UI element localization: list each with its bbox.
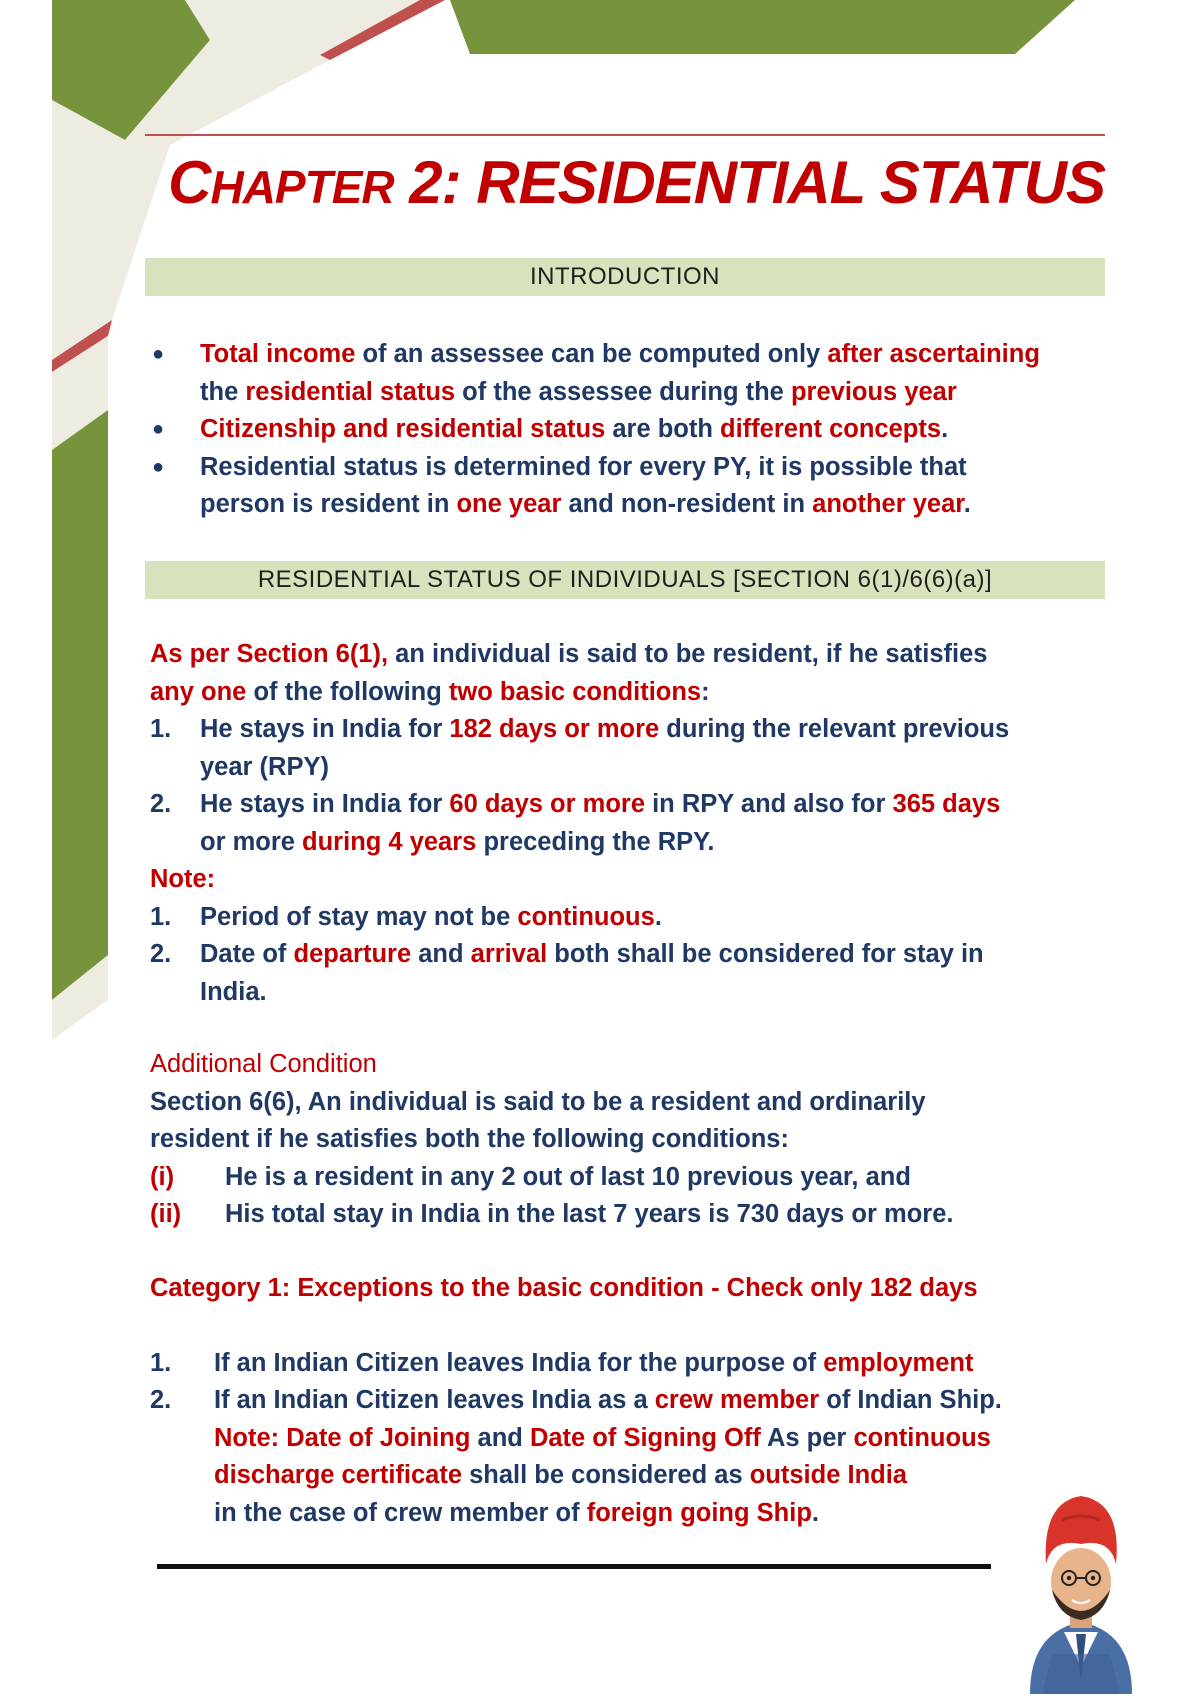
- text-run: Date of Signing Off: [529, 1423, 761, 1452]
- list-item: [150, 1382, 1110, 1420]
- text-run: of an assessee can be computed only: [355, 340, 828, 368]
- text-run: employment: [823, 1348, 974, 1377]
- text-run: departure: [293, 940, 412, 968]
- text-run: or more: [200, 827, 303, 856]
- text-run: Period of stay may not be: [200, 902, 518, 931]
- text-run: the: [200, 377, 246, 406]
- text-line: [150, 936, 1110, 974]
- text-run: an individual is said to be resident, if he satisfies: [388, 640, 988, 668]
- list-marker: 2.: [150, 1386, 172, 1414]
- list-marker: 1.: [150, 902, 172, 931]
- bullet-icon: ●: [152, 455, 165, 478]
- green-shape-left: [52, 410, 108, 1000]
- green-shape-top: [450, 0, 1075, 54]
- text-line: [150, 974, 1110, 1012]
- additional-condition-section: [150, 1046, 1110, 1234]
- individuals-section: [150, 636, 1110, 1011]
- text-run: If an Indian Citizen leaves India for the purpose of: [214, 1348, 824, 1377]
- text-line: [150, 1159, 1110, 1197]
- text-run: different concepts: [720, 415, 942, 443]
- text-run: person is resident in: [200, 490, 457, 518]
- person-turban-icon: [1022, 1482, 1140, 1694]
- text-line: [150, 636, 1110, 674]
- text-run: .: [941, 415, 949, 443]
- list-marker: 1.: [150, 1348, 172, 1377]
- text-run: crew member: [654, 1386, 820, 1414]
- text-run: 182 days or more: [449, 715, 660, 743]
- text-run: any one: [150, 677, 247, 706]
- text-run: arrival: [470, 940, 548, 968]
- text-run: Note:: [150, 865, 216, 893]
- text-run: Residential status is determined for every PY, it is possible that: [200, 452, 967, 481]
- text-run: Date of: [200, 940, 294, 968]
- text-run: shall be considered as: [462, 1461, 750, 1489]
- text-run: preceding the RPY.: [476, 827, 715, 856]
- text-run: resident if he satisfies both the following conditions:: [150, 1125, 789, 1153]
- additional-heading: Additional Condition: [150, 1050, 377, 1078]
- list-item: [150, 374, 1110, 412]
- list-item: [150, 1457, 1110, 1495]
- text-run: are both: [605, 415, 721, 443]
- text-run: one year: [456, 490, 562, 518]
- list-marker: 1.: [150, 715, 172, 743]
- text-run: year (RPY): [200, 752, 329, 781]
- text-run: discharge certificate: [214, 1461, 463, 1489]
- text-run: Citizenship and residential status: [200, 415, 606, 443]
- bullet-icon: ●: [152, 418, 165, 440]
- list-item: [150, 336, 1110, 374]
- text-run: 60 days or more: [449, 790, 646, 818]
- text-line: [150, 1196, 1110, 1234]
- title-top-rule: [145, 134, 1105, 136]
- text-line: [150, 861, 1110, 899]
- text-line: [150, 824, 1110, 862]
- list-marker: 2.: [150, 940, 172, 968]
- text-line: [150, 1121, 1110, 1159]
- text-run: Note: Date of Joining: [214, 1423, 471, 1452]
- list-marker: (i): [150, 1162, 175, 1191]
- text-line: [150, 899, 1110, 937]
- list-item: [150, 486, 1110, 524]
- text-run: Total income: [200, 340, 356, 368]
- text-run: of the following: [246, 677, 449, 706]
- text-run: and: [411, 940, 471, 968]
- text-run: another year: [812, 490, 964, 518]
- text-run: .: [811, 1498, 820, 1527]
- text-run: outside India: [749, 1461, 907, 1489]
- page-title: CHAPTER 2: RESIDENTIAL STATUS: [168, 149, 1105, 216]
- text-run: previous year: [790, 377, 957, 406]
- section-heading-individuals: RESIDENTIAL STATUS OF INDIVIDUALS [SECTION 6(1)/6(6)(a)]: [145, 561, 1105, 599]
- spacer: [150, 1308, 1110, 1345]
- text-run: continuous: [517, 902, 655, 931]
- text-run: He stays in India for: [200, 715, 450, 743]
- text-run: He is a resident in any 2 out of last 10 previous year, and: [225, 1162, 911, 1191]
- text-run: continuous: [853, 1423, 991, 1452]
- section-heading-introduction: INTRODUCTION: [145, 258, 1105, 296]
- text-line: [150, 1084, 1110, 1122]
- text-line: [150, 749, 1110, 787]
- text-run: foreign going Ship: [586, 1498, 812, 1527]
- text-run: residential status: [245, 377, 456, 406]
- text-run: .: [963, 490, 971, 518]
- list-marker: 2.: [150, 790, 172, 818]
- list-item: [150, 1495, 1110, 1533]
- text-run: during the relevant previous: [659, 715, 1010, 743]
- list-item: [150, 411, 1110, 449]
- text-run: in the case of crew member of: [214, 1498, 587, 1527]
- text-run: As per Section 6(1),: [150, 640, 389, 668]
- text-run: India.: [200, 977, 267, 1006]
- text-run: As per: [760, 1423, 854, 1452]
- list-item: [150, 1345, 1110, 1383]
- text-run: and non-resident in: [561, 490, 813, 518]
- text-run: His total stay in India in the last 7 years is 730 days or more.: [225, 1200, 954, 1228]
- list-item: [150, 1420, 1110, 1458]
- text-line: [150, 674, 1110, 712]
- text-run: during 4 years: [302, 827, 477, 856]
- text-line: [150, 711, 1110, 749]
- text-run: both shall be considered for stay in: [547, 940, 984, 968]
- bullet-icon: ●: [152, 343, 165, 365]
- bottom-rule: [157, 1564, 991, 1569]
- text-line: [150, 786, 1110, 824]
- introduction-bullets: [150, 336, 1110, 524]
- text-run: :: [701, 677, 710, 706]
- text-run: of the assessee during the: [455, 377, 791, 406]
- list-marker: (ii): [150, 1200, 182, 1228]
- category-heading: Category 1: Exceptions to the basic condition - Check only 182 days: [150, 1274, 978, 1302]
- text-run: Section 6(6), An individual is said to be a resident and ordinarily: [150, 1087, 926, 1116]
- text-run: two basic conditions: [448, 677, 702, 706]
- text-run: If an Indian Citizen leaves India as a: [214, 1386, 655, 1414]
- text-run: of Indian Ship.: [819, 1386, 1002, 1414]
- text-run: He stays in India for: [200, 790, 450, 818]
- category-section: [150, 1270, 1110, 1532]
- text-run: after ascertaining: [827, 340, 1040, 368]
- text-run: 365 days: [892, 790, 1001, 818]
- text-run: .: [654, 902, 662, 931]
- text-run: in RPY and also for: [645, 790, 893, 818]
- list-item: [150, 449, 1110, 487]
- text-run: and: [470, 1423, 530, 1452]
